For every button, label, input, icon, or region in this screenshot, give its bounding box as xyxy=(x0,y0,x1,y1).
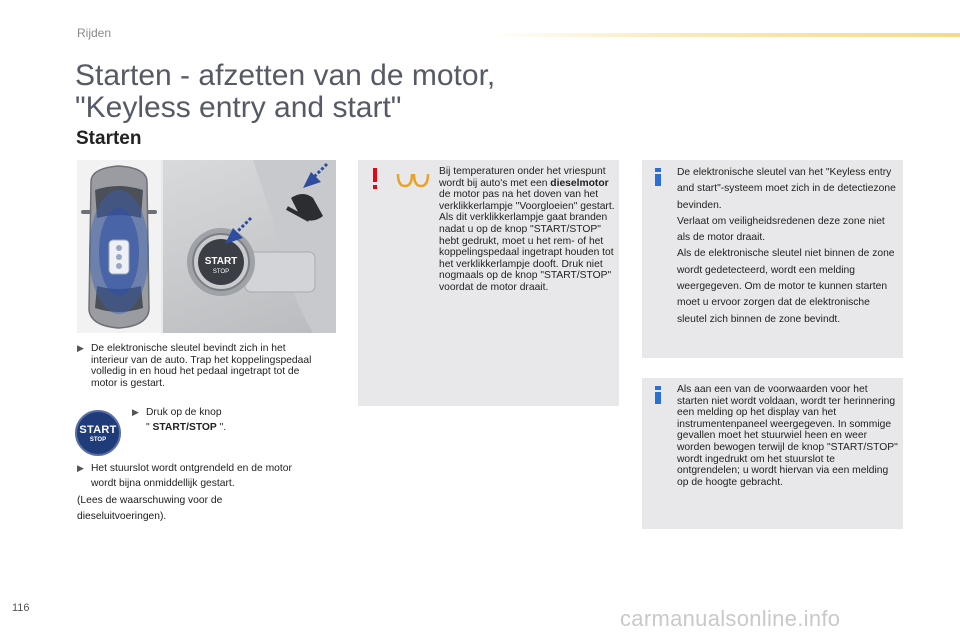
button-start-label: START xyxy=(204,256,238,267)
page-title xyxy=(75,60,495,124)
info1-part2: Verlaat om veiligheidsredenen deze zone niet als de motor draait. xyxy=(677,215,885,244)
page-number: 116 xyxy=(12,602,30,614)
page-title-line1: Starten - afzetten van de motor, xyxy=(75,59,496,92)
dashboard-panel xyxy=(163,160,336,333)
info1-part3: Als de elektronische sleutel niet binnen de zone wordt gedetecteerd, wordt een melding weergegeven. Om de motor te kunnen starten moet u ervoor zorgen dat de elektronische sleutel zich binnen de zone bevindt. xyxy=(677,248,895,325)
warning-text-part1: Bij temperaturen onder het vriespunt wordt bij auto's met een xyxy=(439,166,606,189)
header-accent-bar xyxy=(490,33,960,37)
stop-badge-label: STOP xyxy=(89,437,107,443)
warning-text-part2: de motor pas na het doven van het verklikkerlampje "Voorgloeien" gestart. xyxy=(439,189,615,212)
section-label: Rijden xyxy=(77,26,112,40)
start-badge-label: START xyxy=(79,424,117,436)
warning-text xyxy=(439,166,617,294)
button-stop-label: STOP xyxy=(212,269,230,275)
step-2-key: START/STOP xyxy=(152,422,217,433)
info-text-detection-zone xyxy=(677,165,899,328)
watermark: carmanualsonline.info xyxy=(620,606,841,631)
keyless-start-illustration xyxy=(77,160,336,333)
step-1 xyxy=(77,343,342,389)
exclamation-warning-icon xyxy=(370,168,380,190)
warning-text-bold: dieselmotor xyxy=(550,177,609,189)
start-button-scene xyxy=(163,160,336,333)
bullet-icon: ▶ xyxy=(77,343,84,353)
step-2 xyxy=(132,405,332,435)
start-stop-button-icon xyxy=(75,410,121,456)
info1-part1: De elektronische sleutel van het "Keyless entry and start"-systeem moet zich in de detectiezone bevinden. xyxy=(677,167,896,211)
info-icon xyxy=(654,168,662,186)
bullet-icon: ▶ xyxy=(77,463,84,473)
step-3 xyxy=(77,461,342,491)
step-2-quote-open: " xyxy=(146,422,153,433)
info-text-steering-lock: Als aan een van de voorwaarden voor het starten niet wordt voldaan, wordt ter herinnering een melding op het display van het instrumentenpaneel weergegeven. In sommige gevallen moet het stuurwiel heen en weer worden bewogen terwijl de knop "START/STOP" wordt ingedrukt om het stuurslot te ontgrendelen; u wordt hiervan via een melding op de hoogte gebracht. xyxy=(677,384,898,488)
info-icon xyxy=(654,386,662,404)
page-title-line2: "Keyless entry and start" xyxy=(75,91,402,124)
glow-plug-icon xyxy=(396,172,430,188)
warning-text-part3: Als dit verklikkerlampje gaat branden nadat u op de knop "START/STOP" hebt gedrukt, moet u het rem- of het koppelingspedaal ingetrapt houden tot het verklikkerlampje dooft. Druk niet nogmaals op de knop "START/STOP" voordat de motor draait. xyxy=(439,212,614,293)
step-1-text: De elektronische sleutel bevindt zich in het interieur van de auto. Trap het koppelingspedaal volledig in en houd het pedaal ingetrapt tot de motor is gestart. xyxy=(91,343,312,389)
car-topview-panel xyxy=(77,160,161,333)
section-subtitle: Starten xyxy=(76,128,142,149)
step-2-text: Druk op de knop xyxy=(146,407,222,418)
step-3-text: Het stuurslot wordt ontgrendeld en de motor wordt bijna onmiddellijk gestart. xyxy=(91,463,292,489)
step-2-quote-close: ". xyxy=(216,422,227,433)
car-topview-icon xyxy=(77,160,161,333)
bullet-icon: ▶ xyxy=(132,407,139,417)
diesel-note: (Lees de waarschuwing voor de dieseluitvoeringen). xyxy=(77,495,223,522)
